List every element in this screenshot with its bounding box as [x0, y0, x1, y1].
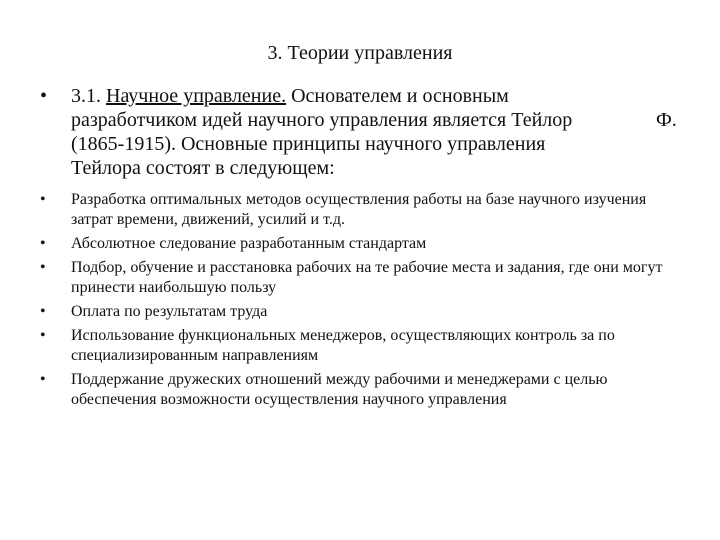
intro-continuation: Тейлор (1865-1915). Основные принципы научного управления Тейлора состоят в следующем: [71, 109, 573, 179]
list-item-text: Подбор, обучение и расстановка рабочих на те рабочие места и задания, где они могут принести наибольшую пользу [71, 259, 663, 296]
list-item [40, 190, 680, 230]
list-item [40, 370, 680, 410]
list-item-text: Использование функциональных менеджеров, осуществляющих контроль за по специализированным направлениям [71, 327, 615, 364]
list-item-text: Оплата по результатам труда [71, 303, 268, 320]
list-item-text: Абсолютное следование разработанным стандартам [71, 235, 427, 252]
bullet-dot: • [40, 327, 46, 344]
bullet-dot: • [40, 85, 48, 107]
bullet-dot: • [40, 371, 46, 388]
bullet-dot: • [40, 259, 46, 276]
intro-body: Основателем и основным разработчиком идей научного управления является [71, 85, 509, 131]
intro-text [71, 84, 606, 180]
bullet-dot: • [40, 235, 46, 252]
slide-title: 3. Теории управления [267, 42, 453, 64]
list-item-text: Разработка оптимальных методов осуществления работы на базе научного изучения затрат времени, движений, усилий и т.д. [71, 191, 647, 228]
list-item [40, 234, 680, 254]
list-item [40, 302, 680, 322]
bullet-dot: • [40, 303, 46, 320]
intro-underlined-term: Научное управление. [106, 85, 287, 107]
bullet-dot: • [40, 191, 46, 208]
intro-number: 3.1. [71, 85, 101, 107]
list-item-text: Поддержание дружеских отношений между рабочими и менеджерами с целью обеспечения возможности осуществления научного управления [71, 371, 608, 408]
principles-list [40, 190, 680, 414]
intro-initial: Ф. [656, 109, 677, 131]
list-item [40, 326, 680, 366]
list-item [40, 258, 680, 298]
